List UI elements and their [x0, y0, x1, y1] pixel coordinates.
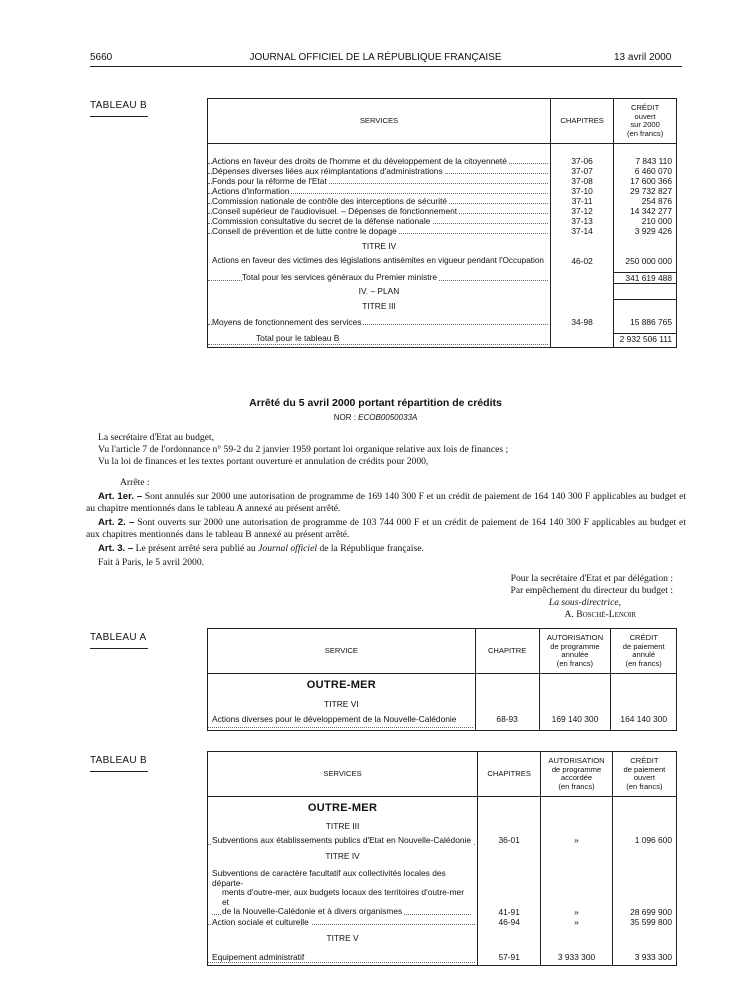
- table-a-outre-mer: [207, 628, 677, 731]
- col-header-credit: CRÉDIT ouvert sur 2000 (en francs): [614, 99, 677, 144]
- table-label: TABLEAU B: [90, 100, 147, 111]
- titre-heading: TITRE IV: [208, 847, 478, 865]
- col-header-chapitre: CHAPITRE: [475, 629, 539, 674]
- arrete-word: Arrête :: [120, 477, 150, 488]
- section-heading: IV. – PLAN: [208, 283, 551, 299]
- table-row: Actions d'information 37-10 29 732 827: [208, 186, 677, 196]
- section-heading: OUTRE-MER: [208, 797, 478, 820]
- table-row: Equipement administratif 57-91 3 933 300 3 933 300: [208, 949, 677, 966]
- section-heading: OUTRE-MER: [208, 674, 476, 697]
- table-row: Commission consultative du secret de la défense nationale 37-13 210 000: [208, 216, 677, 226]
- col-header-autorisation: AUTORISATION de programme accordée (en francs): [541, 752, 613, 797]
- signature-line: Pour la secrétaire d'Etat et par délégation :: [510, 573, 673, 584]
- col-header-service: SERVICE: [208, 629, 476, 674]
- article-1: Art. 1er. – Sont annulés sur 2000 une autorisation de programme de 169 140 300 F et un crédit de paiement de 164 140 300 F applicables au budget et au chapitre mentionnés dans le tableau A annexé au présent arrêté.: [86, 491, 686, 514]
- total-row: Total pour le tableau B 2 932 506 111: [208, 333, 677, 348]
- page-number: 5660: [90, 52, 113, 63]
- article-3: Art. 3. – Le présent arrêté sera publié au Journal officiel de la République française.: [98, 543, 424, 554]
- table-b-outre-mer: [207, 751, 677, 966]
- header-rule: [90, 66, 682, 67]
- col-header-credit: CRÉDIT de paiement annulé (en francs): [611, 629, 677, 674]
- titre-heading: TITRE IV: [208, 236, 551, 256]
- titre-heading: TITRE VI: [208, 696, 476, 712]
- table-row: Dépenses diverses liées aux réimplantations d'administrations 37-07 6 460 070: [208, 166, 677, 176]
- col-header-autorisation: AUTORISATION de programme annulée (en francs): [539, 629, 611, 674]
- arrete-title: Arrêté du 5 avril 2000 portant répartition de crédits: [249, 397, 502, 409]
- paragraph: La secrétaire d'Etat au budget,: [98, 432, 214, 443]
- titre-heading: TITRE V: [208, 927, 478, 949]
- table-row: Subventions aux établissements publics d'Etat en Nouvelle-Calédonie 36-01 » 1 096 600: [208, 833, 677, 847]
- table-row: Fonds pour la réforme de l'Etat 37-08 17 600 366: [208, 176, 677, 186]
- signature-name: A. Bosché-Lenoir: [564, 609, 636, 620]
- table-row: Action sociale et culturelle 46-94 » 35 599 800: [208, 917, 677, 927]
- subtotal-row: Total pour les services généraux du Premier ministre 341 619 488: [208, 272, 677, 283]
- table-label-rule: [90, 116, 148, 117]
- table-label: TABLEAU B: [90, 755, 147, 766]
- col-header-services: SERVICES: [208, 99, 551, 144]
- table-label-rule: [90, 771, 148, 772]
- col-header-chapitres: CHAPITRES: [550, 99, 613, 144]
- table-row: Conseil de prévention et de lutte contre le dopage 37-14 3 929 426: [208, 226, 677, 236]
- titre-heading: TITRE III: [208, 819, 478, 833]
- col-header-chapitres: CHAPITRES: [478, 752, 541, 797]
- article-2: Art. 2. – Sont ouverts sur 2000 une autorisation de programme de 103 744 000 F et un crédit de paiement de 164 140 300 F applicables au budget et aux chapitres mentionnés dans le tableau B annexé au présent arrêté.: [86, 517, 686, 540]
- table-b-premier-ministre: [207, 98, 677, 348]
- signature-title: La sous-directrice,: [548, 597, 621, 608]
- nor-line: NOR : ECOB0050033A: [333, 413, 418, 422]
- col-header-services: SERVICES: [208, 752, 478, 797]
- table-row: Subventions de caractère facultatif aux collectivités locales des départe- ments d'outre-mer, aux budgets locaux des territoires d'outre-mer et de la Nouvelle-Calédonie et à divers organismes 41-91 » 28 699 900: [208, 865, 677, 917]
- journal-title: JOURNAL OFFICIEL DE LA RÉPUBLIQUE FRANÇAISE: [249, 52, 502, 63]
- fait-line: Fait à Paris, le 5 avril 2000.: [98, 557, 205, 568]
- table-row: Moyens de fonctionnement des services 34-98 15 886 765: [208, 313, 677, 327]
- table-row: Actions en faveur des droits de l'homme et du développement de la citoyenneté 37-06 7 843 110: [208, 156, 677, 166]
- table-row: Conseil supérieur de l'audiovisuel. – Dépenses de fonctionnement 37-12 14 342 277: [208, 206, 677, 216]
- table-label: TABLEAU A: [90, 632, 147, 643]
- issue-date: 13 avril 2000: [614, 52, 672, 63]
- table-label-rule: [90, 648, 148, 649]
- table-row: Actions en faveur des victimes des législations antisémites en vigueur pendant l'Occupation 46-02 250 000 000: [208, 256, 677, 266]
- titre-heading: TITRE III: [208, 299, 551, 313]
- signature-line: Par empêchement du directeur du budget :: [510, 585, 673, 596]
- paragraph: Vu l'article 7 de l'ordonnance n° 59-2 du 2 janvier 1959 portant loi organique relative aux lois de finances ;: [98, 444, 509, 455]
- table-row: Actions diverses pour le développement de la Nouvelle-Calédonie 68-93 169 140 300 164 140 300: [208, 712, 677, 731]
- col-header-credit: CRÉDIT de paiement ouvert (en francs): [612, 752, 676, 797]
- table-row: Commission nationale de contrôle des interceptions de sécurité 37-11 254 876: [208, 196, 677, 206]
- paragraph: Vu la loi de finances et les textes portant ouverture et annulation de crédits pour 2000,: [98, 456, 429, 467]
